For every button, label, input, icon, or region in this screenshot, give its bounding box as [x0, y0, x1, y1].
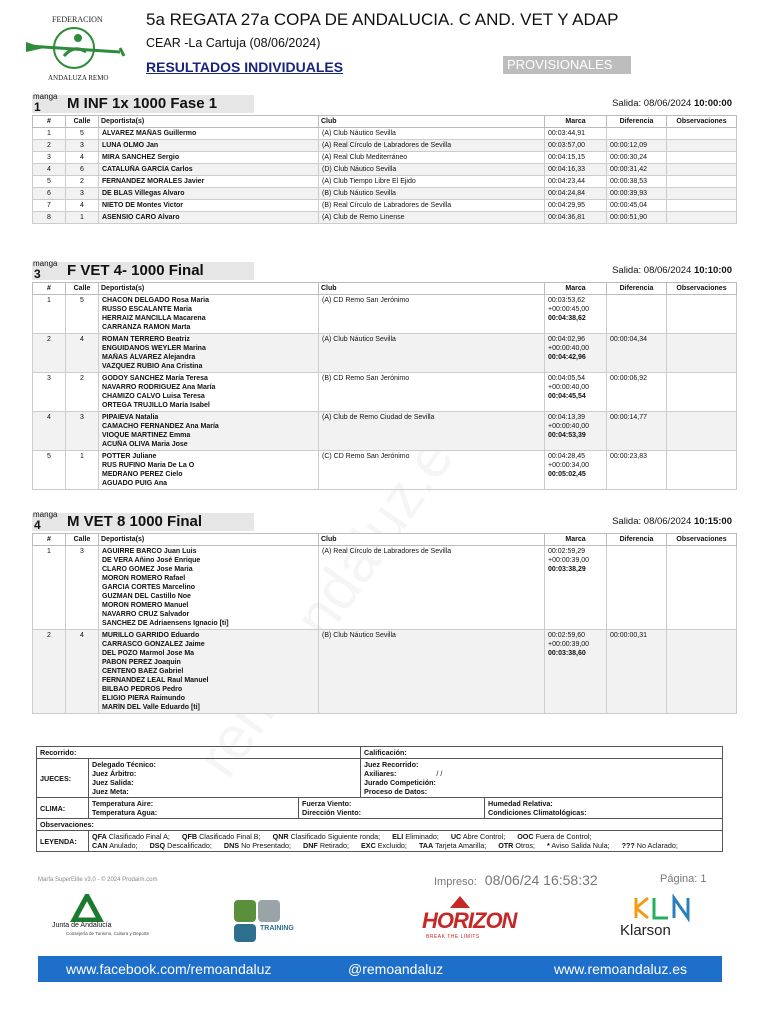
- row-position: 5: [33, 451, 66, 490]
- athlete-name: MORON ROMERO Manuel: [102, 602, 189, 609]
- row-observations: [667, 412, 737, 451]
- row-observations: [667, 140, 737, 152]
- athlete-name: AGUADO PUIG Ana: [102, 480, 168, 487]
- time-value: 00:05:02,45: [548, 471, 586, 478]
- legend-item: EXC Excluido;: [360, 841, 407, 850]
- horizon-mountain-icon: [420, 894, 500, 908]
- legend-cell: [89, 831, 723, 852]
- table-row: [33, 373, 737, 412]
- clima-label: CLIMA:: [37, 798, 89, 819]
- calificacion-cell: Calificación:: [361, 747, 723, 759]
- time-value: +00:00:39,00: [548, 641, 590, 648]
- athlete-name: MARÍN DEL Valle Eduardo [ti]: [102, 704, 200, 711]
- legend-item: DSQ Descalificado;: [149, 841, 212, 850]
- row-observations: [667, 152, 737, 164]
- row-crew: [99, 140, 319, 152]
- legend-item: DNF Retirado;: [303, 841, 349, 850]
- row-crew: [99, 334, 319, 373]
- athlete-name: ORTEGA TRUJILLO María Isabel: [102, 402, 210, 409]
- table-row: [33, 200, 737, 212]
- row-club: (A) Real Círculo de Labradores de Sevilla: [319, 140, 545, 152]
- time-value: 00:03:57,00: [548, 142, 585, 149]
- time-value: 00:03:38,29: [548, 566, 586, 573]
- row-time: [545, 630, 607, 714]
- row-position: 4: [33, 412, 66, 451]
- row-lane: 5: [66, 128, 99, 140]
- row-crew: [99, 451, 319, 490]
- row-club: (A) Real Círculo de Labradores de Sevilla: [319, 546, 545, 630]
- row-lane: 4: [66, 630, 99, 714]
- wind-cell: Fuerza Viento: Dirección Viento:: [299, 798, 485, 819]
- row-position: 1: [33, 295, 66, 334]
- table-row: [33, 128, 737, 140]
- athlete-name: ACUÑA OLIVA Maria Jose: [102, 441, 188, 448]
- athlete-name: CHACON DELGADO Rosa Maria: [102, 297, 209, 304]
- facebook-link[interactable]: www.facebook.com/remoandaluz: [66, 961, 272, 977]
- race-tag: [32, 259, 254, 281]
- col-deportistas: Deportista(s): [99, 283, 319, 295]
- jueces-list-right: Juez Recorrido: Axiliares: / / Jurado Competición: Proceso de Datos:: [361, 759, 723, 798]
- athlete-name: AGUIRRE BARCO Juan Luis: [102, 548, 197, 555]
- athlete-name: GARCIA CORTES Marcelino: [102, 584, 196, 591]
- row-time: [545, 546, 607, 630]
- row-lane: 5: [66, 295, 99, 334]
- race-header: [32, 510, 736, 533]
- row-time: [545, 188, 607, 200]
- time-value: 00:04:29,95: [548, 202, 585, 209]
- row-crew: [99, 164, 319, 176]
- table-row: [33, 212, 737, 224]
- regatta-title: 5a REGATA 27a COPA DE ANDALUCIA. C AND. VET Y ADAP: [146, 10, 619, 29]
- race-block: [32, 92, 736, 224]
- row-lane: 3: [66, 188, 99, 200]
- row-position: 2: [33, 630, 66, 714]
- svg-text:FEDERACION: FEDERACION: [52, 15, 103, 24]
- manga-number: 1: [34, 100, 41, 114]
- website-link[interactable]: www.remoandaluz.es: [554, 961, 688, 977]
- time-value: 00:04:16,33: [548, 166, 585, 173]
- time-value: 00:02:59,29: [548, 548, 585, 555]
- table-header: [33, 116, 737, 128]
- row-difference: 00:00:04,34: [607, 334, 667, 373]
- col-calle: Calle: [66, 283, 99, 295]
- athlete-name: ASENSIO CARO Alvaro: [102, 214, 180, 221]
- col-diferencia: Diferencia: [607, 534, 667, 546]
- row-observations: [667, 212, 737, 224]
- row-difference: [607, 128, 667, 140]
- row-time: [545, 200, 607, 212]
- time-value: 00:04:36,81: [548, 214, 585, 221]
- col-club: Club: [319, 534, 545, 546]
- race-name: M VET 8 1000 Final: [67, 513, 203, 530]
- athlete-name: DE BLAS Villegas Alvaro: [102, 190, 185, 197]
- race-name: F VET 4- 1000 Final: [67, 262, 204, 279]
- row-position: 2: [33, 334, 66, 373]
- table-row: [33, 188, 737, 200]
- row-lane: 3: [66, 412, 99, 451]
- row-crew: [99, 630, 319, 714]
- row-lane: 3: [66, 546, 99, 630]
- row-crew: [99, 152, 319, 164]
- athlete-name: DEL POZO Marmol Jose Ma: [102, 650, 195, 657]
- race-header: [32, 259, 736, 282]
- temperature-cell: Temperatura Aire: Temperatura Agua:: [89, 798, 299, 819]
- row-time: [545, 451, 607, 490]
- athlete-name: CARRASCO GONZALEZ Jaime: [102, 641, 205, 648]
- table-row: [33, 334, 737, 373]
- time-value: 00:03:53,62: [548, 297, 585, 304]
- col-pos: #: [33, 534, 66, 546]
- klarson-logo-icon: [618, 894, 708, 922]
- row-observations: [667, 128, 737, 140]
- table-row: [33, 176, 737, 188]
- row-observations: [667, 188, 737, 200]
- federation-logo-icon: [22, 12, 126, 84]
- row-club: (B) CD Remo San Jerónimo: [319, 373, 545, 412]
- athlete-name: CARRANZA RAMON Marta: [102, 324, 191, 331]
- col-deportistas: Deportista(s): [99, 534, 319, 546]
- row-position: 2: [33, 140, 66, 152]
- row-difference: 00:00:38,53: [607, 176, 667, 188]
- row-position: 7: [33, 200, 66, 212]
- athlete-name: BILBAO PEDROS Pedro: [102, 686, 183, 693]
- row-lane: 1: [66, 212, 99, 224]
- legend-line-2: [92, 841, 719, 850]
- row-observations: [667, 334, 737, 373]
- humidity-cell: Humedad Relativa: Condiciones Climatológicas:: [485, 798, 723, 819]
- jueces-label: JUECES:: [37, 759, 89, 798]
- row-difference: 00:00:39,93: [607, 188, 667, 200]
- table-row: [33, 295, 737, 334]
- row-position: 1: [33, 128, 66, 140]
- results-heading: RESULTADOS INDIVIDUALES: [146, 59, 344, 75]
- table-row: [33, 451, 737, 490]
- row-time: [545, 334, 607, 373]
- athlete-name: CATALUÑA GARCÍA Carlos: [102, 166, 193, 173]
- status-badge: PROVISIONALES: [503, 56, 631, 74]
- recorrido-cell: Recorrido:: [37, 747, 361, 759]
- athlete-name: GODOY SANCHEZ María Teresa: [102, 375, 208, 382]
- time-value: 00:04:05,54: [548, 375, 585, 382]
- col-marca: Marca: [545, 534, 607, 546]
- row-observations: [667, 630, 737, 714]
- row-club: (B) Club Náutico Sevilla: [319, 188, 545, 200]
- junta-logo-icon: [52, 894, 122, 922]
- col-pos: #: [33, 116, 66, 128]
- race-block: [32, 510, 736, 714]
- row-club: (A) Club de Remo Linense: [319, 212, 545, 224]
- row-club: (B) Club Náutico Sevilla: [319, 630, 545, 714]
- col-marca: Marca: [545, 283, 607, 295]
- athlete-name: HERRAIZ MANCILLA Macarena: [102, 315, 206, 322]
- race-name: M INF 1x 1000 Fase 1: [67, 95, 218, 112]
- athlete-name: ENGUIDANOS WEYLER Marina: [102, 345, 206, 352]
- row-observations: [667, 200, 737, 212]
- legend-item: UC Abre Control;: [450, 832, 506, 841]
- col-observaciones: Observaciones: [667, 534, 737, 546]
- row-time: [545, 140, 607, 152]
- athlete-name: CENTENO BAEZ Gabriel: [102, 668, 184, 675]
- row-difference: 00:00:45,04: [607, 200, 667, 212]
- venue-date: CEAR -La Cartuja (08/06/2024): [146, 36, 321, 50]
- athlete-name: CLARO GOMEZ Jose Maria: [102, 566, 193, 573]
- row-time: [545, 128, 607, 140]
- athlete-name: FERNANDEZ LEAL Raul Manuel: [102, 677, 209, 684]
- row-position: 8: [33, 212, 66, 224]
- time-value: 00:03:38,60: [548, 650, 586, 657]
- athlete-name: ELIGIO PIERA Raimundo: [102, 695, 185, 702]
- legend-item: ??? No Aclarado;: [621, 841, 678, 850]
- row-lane: 1: [66, 451, 99, 490]
- col-calle: Calle: [66, 534, 99, 546]
- row-club: (A) Club Náutico Sevilla: [319, 334, 545, 373]
- results-table: [32, 533, 737, 714]
- col-observaciones: Observaciones: [667, 116, 737, 128]
- row-club: (A) Club Náutico Sevilla: [319, 128, 545, 140]
- row-lane: 3: [66, 140, 99, 152]
- time-value: +00:00:40,00: [548, 384, 590, 391]
- time-value: 00:04:38,62: [548, 315, 586, 322]
- training-logo-icon: [232, 894, 302, 946]
- row-lane: 2: [66, 373, 99, 412]
- row-crew: [99, 188, 319, 200]
- athlete-name: VAZQUEZ RUBIO Ana Cristina: [102, 363, 203, 370]
- athlete-name: CHAMIZO CALVO Luisa Teresa: [102, 393, 205, 400]
- time-value: 00:03:44,91: [548, 130, 585, 137]
- time-value: 00:04:02,96: [548, 336, 585, 343]
- row-time: [545, 412, 607, 451]
- col-marca: Marca: [545, 116, 607, 128]
- row-club: (D) Club Náutico Sevilla: [319, 164, 545, 176]
- time-value: 00:04:15,15: [548, 154, 585, 161]
- software-credit: Marfa SuperElite v3.0 - © 2024 Prodaim.com: [38, 877, 158, 883]
- time-value: 00:02:59,60: [548, 632, 585, 639]
- row-club: (A) Real Club Mediterráneo: [319, 152, 545, 164]
- row-difference: 00:00:51,90: [607, 212, 667, 224]
- results-table: [32, 115, 737, 224]
- legend-item: * Aviso Salida Nula;: [546, 841, 610, 850]
- legend-item: OOC Fuera de Control;: [517, 832, 592, 841]
- row-lane: 4: [66, 334, 99, 373]
- athlete-name: PIPAIEVA Natalia: [102, 414, 159, 421]
- table-row: [33, 630, 737, 714]
- athlete-name: MEDRANO PEREZ Cielo: [102, 471, 183, 478]
- page-number: Página: 1: [660, 873, 707, 885]
- jueces-list-left: Delegado Técnico: Juez Árbitro: Juez Salida: Juez Meta:: [89, 759, 361, 798]
- row-position: 4: [33, 164, 66, 176]
- row-difference: 00:00:30,24: [607, 152, 667, 164]
- row-observations: [667, 546, 737, 630]
- race-header: [32, 92, 736, 115]
- observaciones-cell: Observaciones:: [37, 819, 723, 831]
- table-row: [33, 164, 737, 176]
- legend-item: QFB Clasificado Final B;: [181, 832, 261, 841]
- row-lane: 4: [66, 200, 99, 212]
- legend-item: CAN Anulado;: [92, 841, 138, 850]
- row-position: 5: [33, 176, 66, 188]
- time-value: 00:04:23,44: [548, 178, 585, 185]
- col-club: Club: [319, 283, 545, 295]
- athlete-name: LUNA OLMO Jan: [102, 142, 159, 149]
- athlete-name: GUZMAN DEL Castillo Noe: [102, 593, 191, 600]
- legend-item: QNR Clasificado Siguiente ronda;: [272, 832, 381, 841]
- sponsor-training: TRAINING: [232, 894, 302, 946]
- athlete-name: FERNÁNDEZ MORALES Javier: [102, 178, 205, 185]
- sponsor-klarson: Klarson: [618, 894, 708, 946]
- table-header: [33, 534, 737, 546]
- time-value: +00:00:34,00: [548, 462, 590, 469]
- col-observaciones: Observaciones: [667, 283, 737, 295]
- time-value: 00:04:53,39: [548, 432, 586, 439]
- manga-number: 3: [34, 267, 41, 281]
- col-pos: #: [33, 283, 66, 295]
- athlete-name: MURILLO GARRIDO Eduardo: [102, 632, 200, 639]
- row-crew: [99, 412, 319, 451]
- athlete-name: NAVARRO CRUZ Salvador: [102, 611, 190, 618]
- row-difference: 00:00:14,77: [607, 412, 667, 451]
- row-difference: [607, 546, 667, 630]
- row-difference: 00:00:23,83: [607, 451, 667, 490]
- legend-item: TAA Tarjeta Amarilla;: [418, 841, 487, 850]
- row-club: (A) CD Remo San Jerónimo: [319, 295, 545, 334]
- athlete-name: ROMAN TERRERO Beatriz: [102, 336, 190, 343]
- row-time: [545, 212, 607, 224]
- row-crew: [99, 373, 319, 412]
- document-header: [0, 0, 768, 96]
- row-position: 3: [33, 152, 66, 164]
- manga-label: manga: [33, 510, 58, 519]
- row-club: (A) Club de Remo Ciudad de Sevilla: [319, 412, 545, 451]
- race-block: [32, 259, 736, 490]
- legend-item: OTR Otros;: [498, 841, 535, 850]
- race-start: Salida: 08/06/2024 10:15:00: [612, 516, 732, 527]
- row-position: 1: [33, 546, 66, 630]
- athlete-name: MAÑAS ÁLVAREZ Alejandra: [102, 354, 196, 361]
- legend-line-1: [92, 832, 719, 841]
- race-tag: [32, 92, 254, 114]
- table-row: [33, 152, 737, 164]
- row-time: [545, 295, 607, 334]
- svg-text:ANDALUZA REMO: ANDALUZA REMO: [48, 74, 109, 82]
- athlete-name: POTTER Juliane: [102, 453, 157, 460]
- time-value: 00:04:28,45: [548, 453, 585, 460]
- time-value: +00:00:40,00: [548, 345, 590, 352]
- time-value: 00:04:13,39: [548, 414, 585, 421]
- legend-item: QFA Clasificado Final A;: [92, 832, 170, 841]
- table-row: [33, 412, 737, 451]
- col-diferencia: Diferencia: [607, 283, 667, 295]
- row-club: (B) Real Círculo de Labradores de Sevilla: [319, 200, 545, 212]
- row-time: [545, 176, 607, 188]
- legend-item: ELI Eliminado;: [392, 832, 439, 841]
- row-lane: 6: [66, 164, 99, 176]
- athlete-name: VIOQUE MARTINEZ Emma: [102, 432, 191, 439]
- athlete-name: CAMACHO FERNANDEZ Ana María: [102, 423, 219, 430]
- row-time: [545, 373, 607, 412]
- row-crew: [99, 546, 319, 630]
- results-table: [32, 282, 737, 490]
- col-calle: Calle: [66, 116, 99, 128]
- row-difference: 00:00:00,31: [607, 630, 667, 714]
- leyenda-label: LEYENDA:: [37, 831, 89, 852]
- table-row: [33, 140, 737, 152]
- row-observations: [667, 373, 737, 412]
- time-value: +00:00:39,00: [548, 557, 590, 564]
- manga-label: manga: [33, 259, 58, 268]
- table-row: [33, 546, 737, 630]
- athlete-name: RUSSO ESCALANTE Maria: [102, 306, 192, 313]
- row-crew: [99, 200, 319, 212]
- race-start: Salida: 08/06/2024 10:00:00: [612, 98, 732, 109]
- printed-timestamp: Impreso: 08/06/24 16:58:32: [434, 872, 598, 888]
- athlete-name: RUS RUFINO Maria De La O: [102, 462, 195, 469]
- row-lane: 4: [66, 152, 99, 164]
- time-value: +00:00:45,00: [548, 306, 590, 313]
- race-tag: [32, 510, 254, 532]
- row-club: (A) Club Tiempo Libre El Ejido: [319, 176, 545, 188]
- row-observations: [667, 176, 737, 188]
- time-value: 00:04:24,84: [548, 190, 585, 197]
- athlete-name: DE VERA Añino José Enrique: [102, 557, 201, 564]
- row-observations: [667, 295, 737, 334]
- row-time: [545, 164, 607, 176]
- race-start: Salida: 08/06/2024 10:10:00: [612, 265, 732, 276]
- manga-label: manga: [33, 92, 58, 101]
- athlete-name: NAVARRO RODRIGUEZ Ana María: [102, 384, 216, 391]
- athlete-name: ÁLVAREZ MAÑAS Guillermo: [102, 130, 197, 137]
- manga-number: 4: [34, 518, 41, 532]
- row-crew: [99, 176, 319, 188]
- time-value: 00:04:45,54: [548, 393, 586, 400]
- athlete-name: PABON PEREZ Joaquin: [102, 659, 181, 666]
- row-crew: [99, 295, 319, 334]
- athlete-name: MORON ROMERO Rafael: [102, 575, 186, 582]
- row-position: 6: [33, 188, 66, 200]
- social-bar: [38, 956, 722, 982]
- row-difference: 00:00:31,42: [607, 164, 667, 176]
- legend-item: DNS No Presentado;: [223, 841, 292, 850]
- col-club: Club: [319, 116, 545, 128]
- row-crew: [99, 212, 319, 224]
- time-value: +00:00:40,00: [548, 423, 590, 430]
- row-difference: 00:00:06,92: [607, 373, 667, 412]
- table-header: [33, 283, 737, 295]
- row-crew: [99, 128, 319, 140]
- row-difference: [607, 295, 667, 334]
- row-difference: 00:00:12,09: [607, 140, 667, 152]
- athlete-name: SANCHEZ DE Adriaensens Ignacio [ti]: [102, 620, 229, 627]
- row-club: (C) CD Remo San Jerónimo: [319, 451, 545, 490]
- row-lane: 2: [66, 176, 99, 188]
- row-position: 3: [33, 373, 66, 412]
- sponsor-junta: Junta de Andalucía Consejería de Turismo, Cultura y Deporte: [52, 894, 122, 946]
- athlete-name: NIETO DE Montes Victor: [102, 202, 184, 209]
- officials-table: [36, 746, 723, 852]
- row-observations: [667, 451, 737, 490]
- time-value: 00:04:42,96: [548, 354, 586, 361]
- row-observations: [667, 164, 737, 176]
- col-deportistas: Deportista(s): [99, 116, 319, 128]
- athlete-name: MIRA SANCHEZ Sergio: [102, 154, 180, 161]
- col-diferencia: Diferencia: [607, 116, 667, 128]
- row-time: [545, 152, 607, 164]
- sponsor-horizon: HORIZON BREAK THE LIMITS: [420, 894, 500, 946]
- social-handle[interactable]: @remoandaluz: [348, 961, 444, 977]
